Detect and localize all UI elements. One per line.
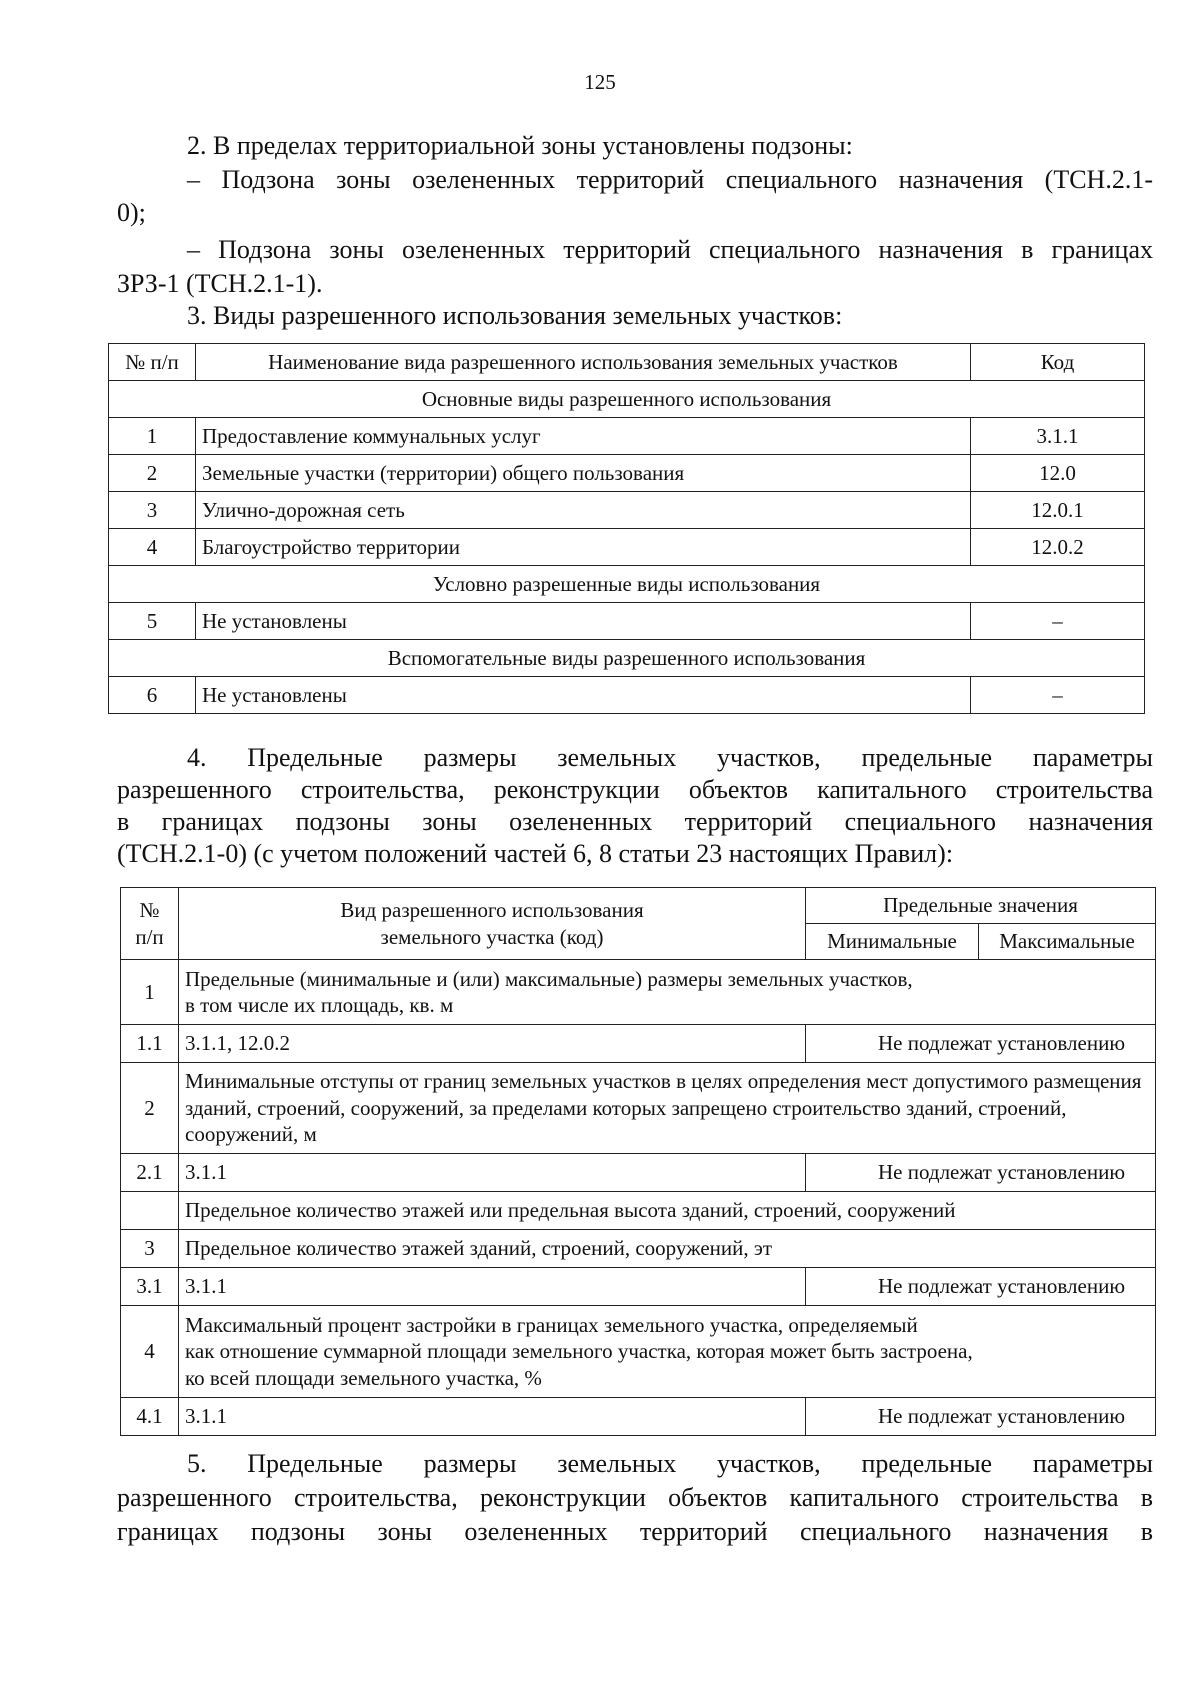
section-conditional-uses: Условно разрешенные виды использования	[109, 566, 1145, 603]
paragraph-4-line-2: разрешенного строительства, реконструкции объектов капитального строительства	[117, 775, 1153, 804]
section-row	[109, 640, 1145, 677]
row-number: 1	[109, 418, 196, 455]
row-use-name: Земельные участки (территории) общего пользования	[196, 455, 971, 492]
row-code: 12.0	[971, 455, 1145, 492]
row-number: 4.1	[121, 1398, 179, 1436]
header-limit-values: Предельные значения	[806, 888, 1156, 924]
table-row	[109, 529, 1145, 566]
table-row	[109, 455, 1145, 492]
row-use-name: Благоустройство территории	[196, 529, 971, 566]
row-number: 4	[109, 529, 196, 566]
row-use-name: Не установлены	[196, 677, 971, 714]
table-row	[121, 1230, 1156, 1268]
paragraph-4-line-1: 4. Предельные размеры земельных участков, предельные параметры	[187, 743, 1153, 772]
paragraph-2: 2. В пределах территориальной зоны установлены подзоны:	[187, 131, 853, 160]
permitted-uses-table	[108, 343, 1145, 714]
row-code: 3.1.1	[179, 1154, 806, 1192]
row-code: 12.0.1	[971, 492, 1145, 529]
subzone-item-2-line-1: – Подзона зоны озелененных территорий специального назначения в границах	[187, 235, 1153, 264]
row-number: 2	[109, 455, 196, 492]
table-row	[121, 1192, 1156, 1230]
table-row	[121, 1306, 1156, 1398]
row-parameter: Максимальный процент застройки в границах земельного участка, определяемый как отношение суммарной площади земельного участка, которая может быть застроена, ко всей площади земельного участка, %	[179, 1306, 1156, 1398]
table-row	[121, 1398, 1156, 1436]
paragraph-5-line-3: границах подзоны зоны озелененных территорий специального назначения в	[117, 1517, 1153, 1546]
row-number: 1	[121, 960, 179, 1025]
row-number: 2	[121, 1063, 179, 1154]
table-header-row	[109, 344, 1145, 381]
section-auxiliary-uses: Вспомогательные виды разрешенного использования	[109, 640, 1145, 677]
paragraph-5-line-1: 5. Предельные размеры земельных участков, предельные параметры	[187, 1449, 1153, 1478]
row-parameter: Предельное количество этажей или предельная высота зданий, строений, сооружений	[179, 1192, 1156, 1230]
row-use-name: Улично-дорожная сеть	[196, 492, 971, 529]
header-number: № п/п	[121, 888, 179, 960]
header-maximum: Максимальные	[979, 924, 1156, 960]
row-code: 3.1.1	[179, 1268, 806, 1306]
row-parameter: Предельные (минимальные и (или) максимальные) размеры земельных участков, в том числе их площадь, кв. м	[179, 960, 1156, 1025]
row-use-name: Не установлены	[196, 603, 971, 640]
row-use-name: Предоставление коммунальных услуг	[196, 418, 971, 455]
subzone-item-1-line-1: – Подзона зоны озелененных территорий специального назначения (ТСН.2.1-	[187, 165, 1153, 194]
table-row	[121, 960, 1156, 1025]
row-code: –	[971, 603, 1145, 640]
table-row	[121, 1063, 1156, 1154]
row-number: 4	[121, 1306, 179, 1398]
row-number: 1.1	[121, 1025, 179, 1063]
row-number: 5	[109, 603, 196, 640]
row-code: 3.1.1, 12.0.2	[179, 1025, 806, 1063]
row-number: 3.1	[121, 1268, 179, 1306]
table-row	[109, 418, 1145, 455]
row-number: 3	[121, 1230, 179, 1268]
section-row	[109, 381, 1145, 418]
row-parameter: Минимальные отступы от границ земельных участков в целях определения мест допустимого размещения зданий, строений, сооружений, за пределами которых запрещено строительство зданий, строений, сооружений, м	[179, 1063, 1156, 1154]
header-use-type: Вид разрешенного использования земельного участка (код)	[179, 888, 806, 960]
page-number: 125	[584, 70, 616, 94]
paragraph-4-line-4: (ТСН.2.1-0) (с учетом положений частей 6, 8 статьи 23 настоящих Правил):	[117, 839, 954, 868]
header-code: Код	[971, 344, 1145, 381]
table-header-row	[121, 888, 1156, 924]
header-minimum: Минимальные	[806, 924, 979, 960]
row-code: 3.1.1	[179, 1398, 806, 1436]
row-number-empty	[121, 1192, 179, 1230]
subzone-item-2-line-2: ЗРЗ-1 (ТСН.2.1-1).	[117, 269, 323, 298]
table-row	[121, 1025, 1156, 1063]
paragraph-3: 3. Виды разрешенного использования земельных участков:	[187, 301, 843, 330]
row-value: Не подлежат установлению	[806, 1398, 1156, 1436]
row-code: 12.0.2	[971, 529, 1145, 566]
row-parameter: Предельное количество этажей зданий, строений, сооружений, эт	[179, 1230, 1156, 1268]
row-number: 3	[109, 492, 196, 529]
limit-parameters-table	[120, 887, 1156, 1436]
row-code: 3.1.1	[971, 418, 1145, 455]
header-use-name: Наименование вида разрешенного использования земельных участков	[196, 344, 971, 381]
table-row	[109, 492, 1145, 529]
subzone-item-1-line-2: 0);	[117, 198, 146, 227]
table-row	[121, 1154, 1156, 1192]
row-value: Не подлежат установлению	[806, 1268, 1156, 1306]
row-number: 6	[109, 677, 196, 714]
paragraph-4-line-3: в границах подзоны зоны озелененных территорий специального назначения	[117, 807, 1153, 836]
header-number: № п/п	[109, 344, 196, 381]
section-row	[109, 566, 1145, 603]
paragraph-5-line-2: разрешенного строительства, реконструкции объектов капитального строительства в	[117, 1483, 1153, 1512]
row-number: 2.1	[121, 1154, 179, 1192]
table-row	[109, 603, 1145, 640]
row-value: Не подлежат установлению	[806, 1154, 1156, 1192]
section-main-uses: Основные виды разрешенного использования	[109, 381, 1145, 418]
row-code: –	[971, 677, 1145, 714]
table-row	[109, 677, 1145, 714]
row-value: Не подлежат установлению	[806, 1025, 1156, 1063]
table-row	[121, 1268, 1156, 1306]
